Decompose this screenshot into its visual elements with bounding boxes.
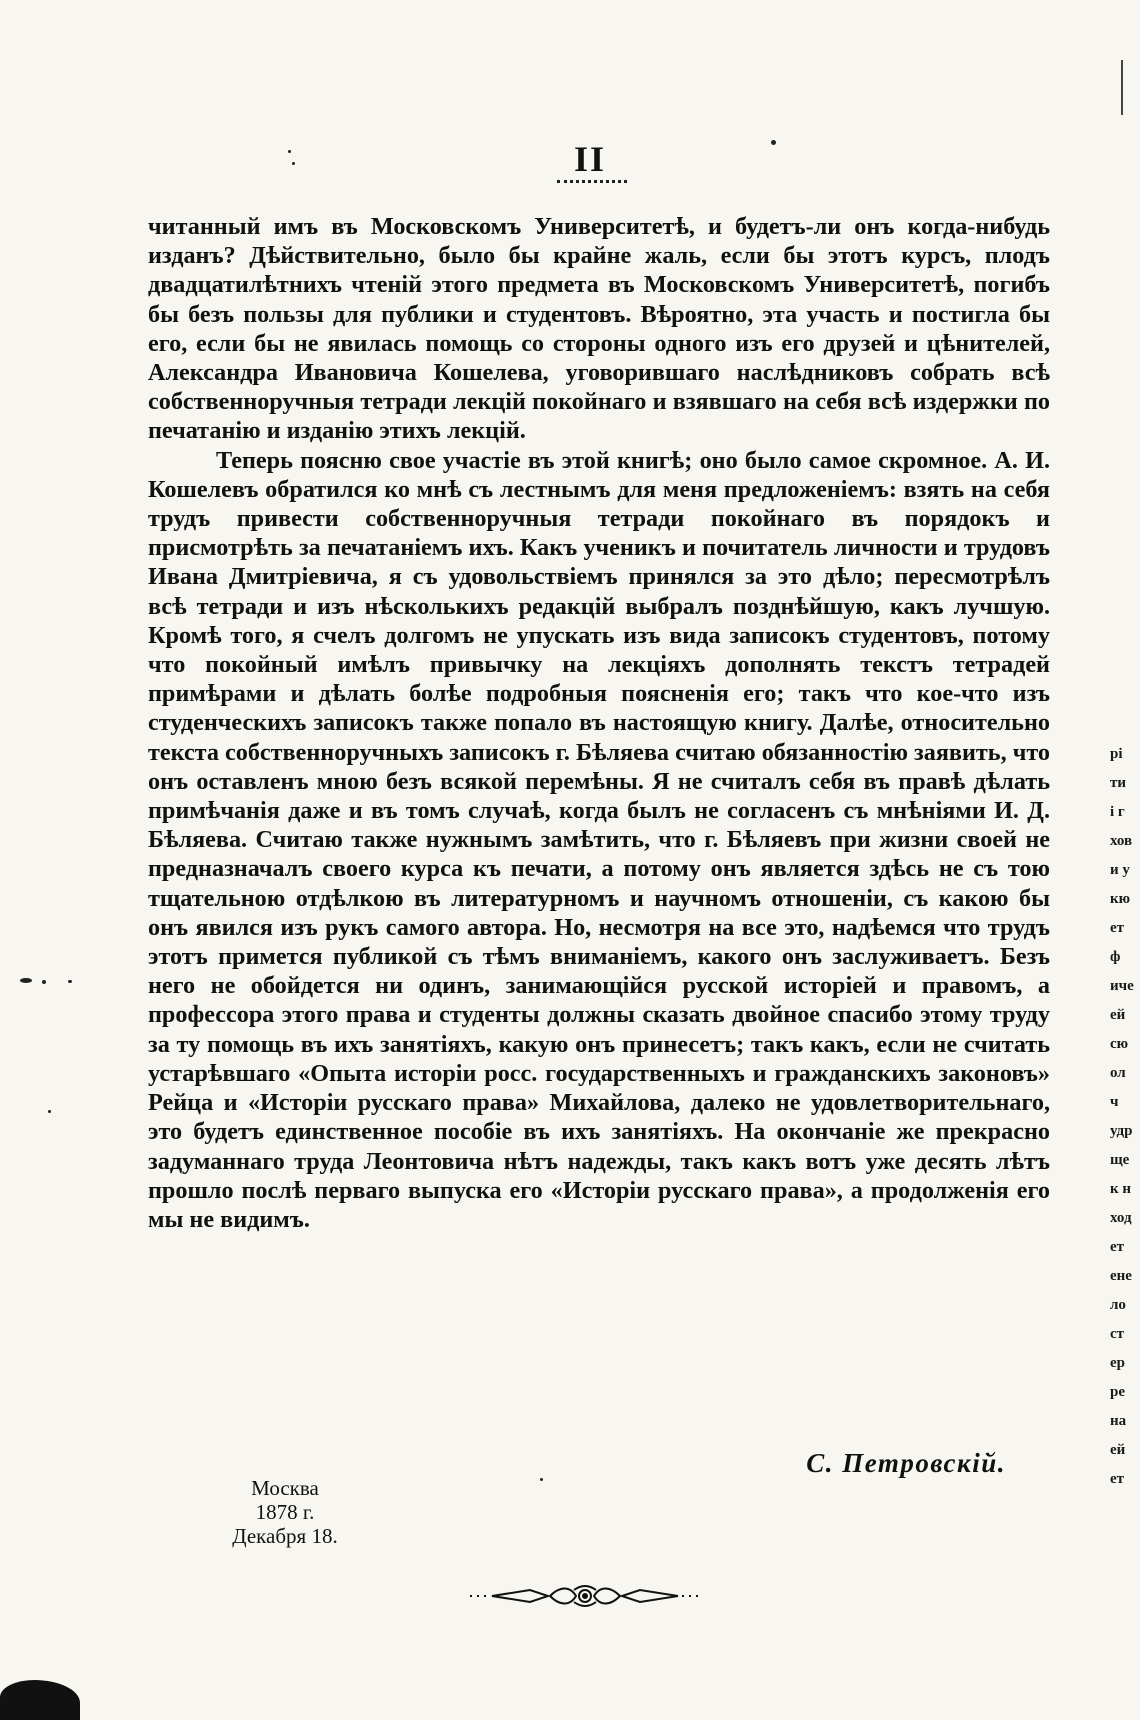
author-signature: С. Петровскій. xyxy=(806,1448,1006,1478)
margin-fragment: и у xyxy=(1110,862,1130,878)
margin-fragment: ол xyxy=(1110,1065,1126,1081)
margin-fragment: ст xyxy=(1110,1326,1125,1342)
scan-shadow xyxy=(0,1680,80,1720)
scan-speck xyxy=(771,140,776,145)
ornament-divider-icon xyxy=(470,1584,700,1608)
margin-fragment: ре xyxy=(1110,1384,1125,1400)
margin-fragment: ти xyxy=(1110,775,1127,791)
margin-fragment: ет xyxy=(1110,1239,1125,1255)
scan-speck xyxy=(68,980,72,983)
margin-fragment: ло xyxy=(1110,1297,1126,1313)
margin-fragment: ер xyxy=(1110,1355,1125,1371)
paragraph: Теперь поясню свое участіе въ этой книгѣ; оно было самое скромное. А. И. Кошелевъ обратился ко мнѣ съ лестнымъ для меня предложеніемъ: взять на себя трудъ привести собственноручныя тетради покойнаго въ порядокъ и присмотрѣть за печатаніемъ ихъ. Какъ ученикъ и почитатель личности и трудовъ Ивана Дмитріевича, я съ удовольствіемъ принялся за это дѣло; пересмотрѣлъ всѣ тетради и изъ нѣсколькихъ редакцій выбралъ позднѣйшую, какъ лучшую. Кромѣ того, я счелъ долгомъ не упускать изъ вида записокъ студентовъ, потому что покойный имѣлъ привычку на лекціяхъ дополнять текстъ тетрадей примѣрами и дѣлать болѣе подробныя поясненія его; такъ что кое-что изъ студенческихъ записокъ также попало въ настоящую книгу. Далѣе, относительно текста собственноручныхъ записокъ г. Бѣляева считаю обязанностію заявить, что онъ оставленъ мною безъ всякой перемѣны. Я не считалъ себя въ правѣ дѣлать примѣчанія даже и въ томъ случаѣ, когда былъ не согласенъ съ мнѣніями И. Д. Бѣляева. Считаю также нужнымъ замѣтить, что г. Бѣляевъ при жизни своей не предназначалъ своего курса къ печати, а потому онъ является здѣсь не съ тою тщательною отдѣлкою въ литературномъ и научномъ отношеніи, съ какою бы онъ явился изъ рукъ самого автора. Но, несмотря на все это, надѣемся что трудъ этотъ примется публикой съ тѣмъ вниманіемъ, какого онъ заслуживаетъ. Безъ него не обойдется ни одинъ, занимающійся русской исторіей и правомъ, а профессора этого права и студенты должны сказать двойное спасибо этому труду за ту помощь въ ихъ занятіяхъ, какую онъ принесетъ; такъ какъ, если не считать устарѣвшаго «Опыта исторіи росс. государственныхъ и гражданскихъ законовъ» Рейца и «Исторіи русскаго права» Михайлова, далеко не удовлетворительнаго, это будетъ единственное пособіе въ ихъ занятіяхъ. На окончаніе же прекрасно задуманнаго труда Леонтовича нѣтъ надежды, такъ какъ вотъ уже десять лѣтъ прошло послѣ перваго выпуска его «Исторіи русскаго права», а продолженія его мы не видимъ. xyxy=(148,446,1050,1233)
margin-fragment: хов xyxy=(1110,833,1133,849)
adjacent-page-fragment xyxy=(1110,740,1140,1620)
page-number-underline xyxy=(557,176,627,183)
margin-fragment: кю xyxy=(1110,891,1131,907)
place-and-date xyxy=(210,1476,360,1548)
margin-fragment: ф xyxy=(1110,949,1121,965)
margin-fragment: рі xyxy=(1110,746,1123,762)
page-number: II xyxy=(573,139,607,179)
scan-speck xyxy=(288,150,291,153)
margin-fragment: ене xyxy=(1110,1268,1132,1284)
scan-speck xyxy=(42,980,46,984)
margin-fragment: і г xyxy=(1110,804,1125,820)
scan-speck xyxy=(292,162,295,165)
margin-fragment: ход xyxy=(1110,1210,1132,1226)
margin-fragment: ет xyxy=(1110,1471,1125,1487)
margin-fragment: ей xyxy=(1110,1007,1126,1023)
scan-edge-line xyxy=(1121,60,1123,115)
margin-fragment: ч xyxy=(1110,1094,1119,1110)
day: Декабря 18. xyxy=(232,1524,338,1548)
body-text xyxy=(148,212,1050,1234)
margin-fragment: ей xyxy=(1110,1442,1126,1458)
margin-fragment: сю xyxy=(1110,1036,1129,1052)
scan-speck xyxy=(20,978,32,983)
margin-fragment: иче xyxy=(1110,978,1134,994)
margin-fragment: ет xyxy=(1110,920,1125,936)
year: 1878 г. xyxy=(255,1500,315,1524)
city: Москва xyxy=(251,1476,319,1500)
margin-fragment: удр xyxy=(1110,1123,1133,1139)
margin-fragment: ще xyxy=(1110,1152,1130,1168)
margin-fragment: к н xyxy=(1110,1181,1132,1197)
paragraph: читанный имъ въ Московскомъ Университетѣ, и будетъ-ли онъ когда-нибудь изданъ? Дѣйствительно, было бы крайне жаль, если бы этотъ курсъ, плодъ двадцатилѣтнихъ чтеній этого предмета въ Московскомъ Университетѣ, погибъ бы безъ пользы для публики и студентовъ. Вѣроятно, эта участь и постигла бы его, если бы не явилась помощь со стороны одного изъ его друзей и цѣнителей, Александра Ивановича Кошелева, уговорившаго наслѣдниковъ собрать всѣ собственноручныя тетради лекцій покойнаго и взявшаго на себя всѣ издержки по печатанію и изданію этихъ лекцій. xyxy=(148,213,1050,445)
scan-speck xyxy=(48,1110,51,1113)
margin-fragment: на xyxy=(1110,1413,1127,1429)
scan-speck xyxy=(540,1478,543,1481)
